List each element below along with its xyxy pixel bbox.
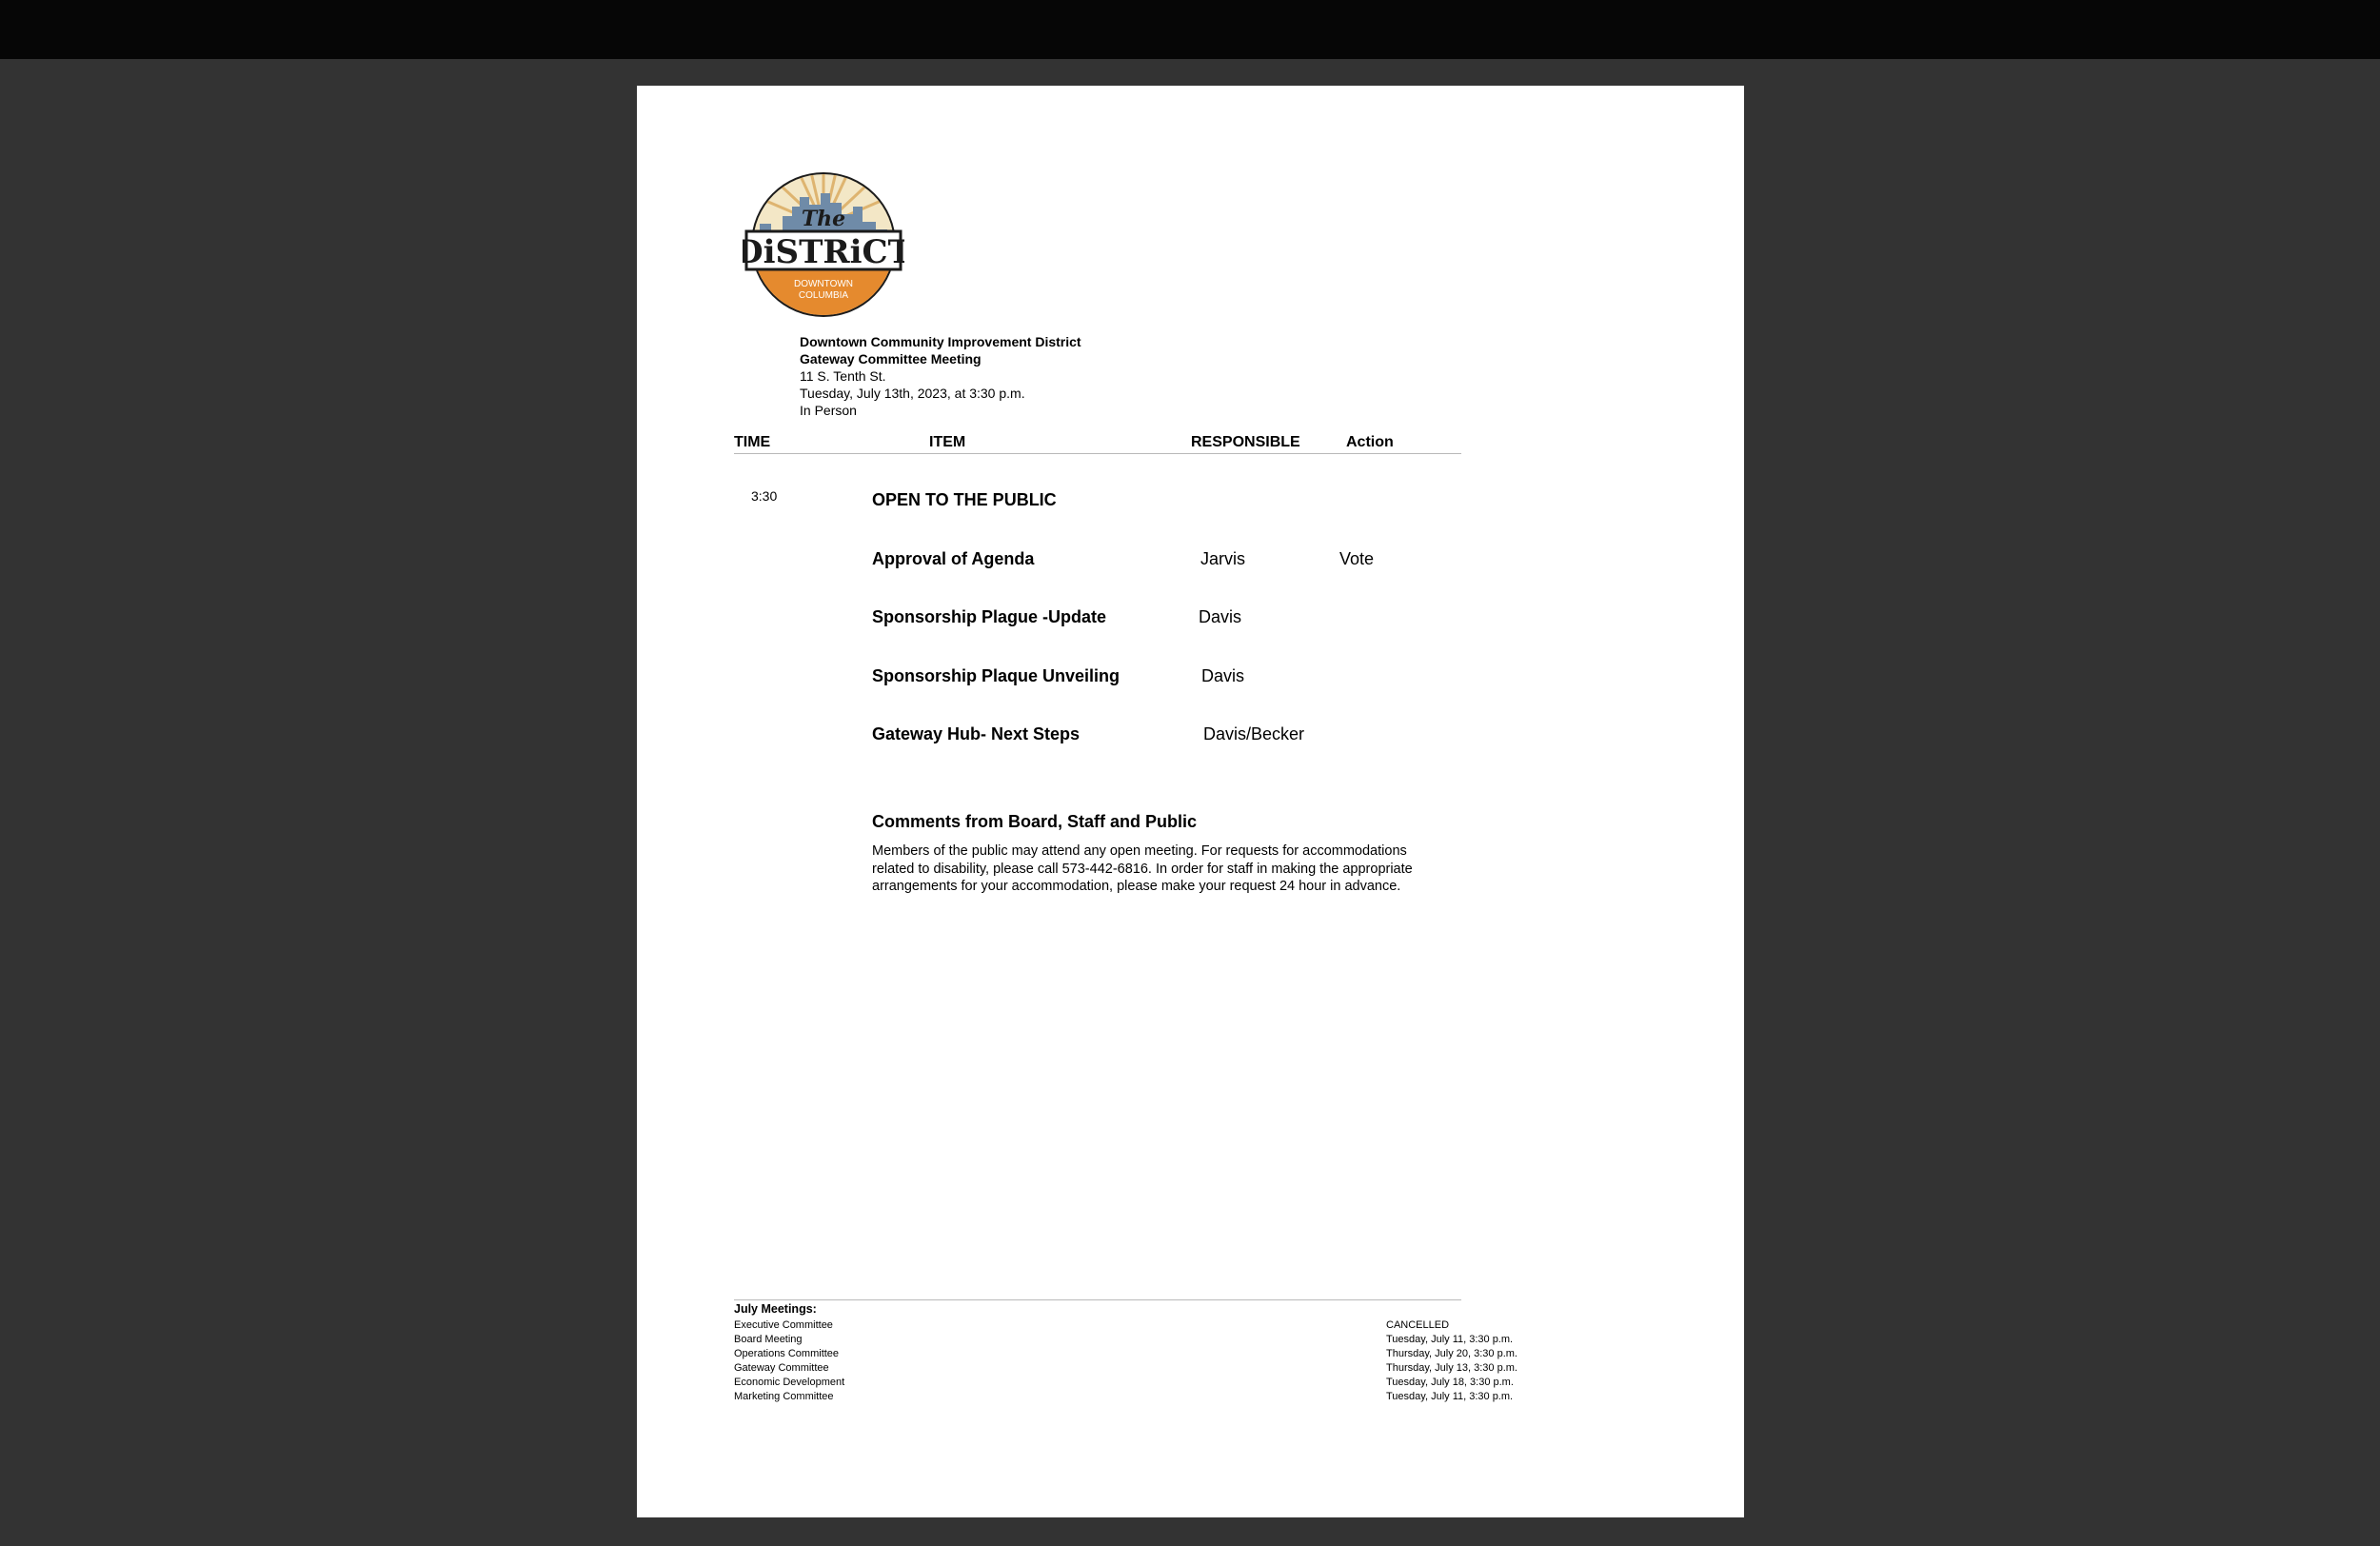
agenda-responsible: Davis [1199, 607, 1242, 626]
footer-meeting-when: CANCELLED [1386, 1319, 1450, 1331]
document-page [637, 86, 1744, 1517]
org-name: Downtown Community Improvement District [800, 334, 1081, 349]
footer-title: July Meetings: [734, 1302, 817, 1316]
column-header-item: ITEM [929, 434, 966, 450]
footer-meeting-name: Executive Committee [734, 1319, 833, 1331]
footer-meeting-when: Thursday, July 20, 3:30 p.m. [1386, 1348, 1517, 1359]
footer-meeting-when: Tuesday, July 18, 3:30 p.m. [1386, 1377, 1514, 1388]
footer-meeting-name: Operations Committee [734, 1348, 840, 1359]
agenda-action: Vote [1339, 549, 1375, 568]
agenda-item: Sponsorship Plague -Update [872, 607, 1107, 626]
agenda-item: OPEN TO THE PUBLIC [872, 490, 1057, 509]
meeting-address: 11 S. Tenth St. [800, 368, 886, 384]
agenda-item: Sponsorship Plaque Unveiling [872, 666, 1121, 685]
column-header-action: Action [1346, 434, 1394, 450]
logo-word-district: DiSTRiCT [743, 233, 904, 271]
footer-meeting-name: Gateway Committee [734, 1362, 829, 1374]
meeting-name: Gateway Committee Meeting [800, 351, 982, 367]
footer-meeting-name: Board Meeting [734, 1334, 803, 1345]
meeting-location: In Person [800, 403, 857, 418]
meeting-datetime: Tuesday, July 13th, 2023, at 3:30 p.m. [800, 386, 1025, 401]
agenda-responsible: Davis [1201, 666, 1245, 685]
footer-meeting-when: Thursday, July 13, 3:30 p.m. [1386, 1362, 1517, 1374]
accommodation-notice: Members of the public may attend any open meeting. For requests for accommodations related to disability, please call 573-442-6816. In order for staff in making the appropriate arrangements for your accommodation, please make your request 24 hour in advance. [872, 843, 1413, 894]
column-header-responsible: RESPONSIBLE [1191, 434, 1300, 450]
column-header-time: TIME [734, 434, 771, 450]
footer-meeting-name: Marketing Committee [734, 1391, 834, 1402]
agenda-responsible: Jarvis [1200, 549, 1246, 568]
viewer-top-bar [0, 0, 2380, 59]
header-divider [734, 453, 1461, 454]
logo-tagline-1: DOWNTOWN [793, 279, 854, 289]
footer-meeting-when: Tuesday, July 11, 3:30 p.m. [1386, 1334, 1514, 1345]
agenda-time: 3:30 [751, 488, 778, 504]
comments-title: Comments from Board, Staff and Public [872, 812, 1198, 831]
district-logo [743, 168, 904, 321]
agenda-responsible: Davis/Becker [1203, 724, 1305, 743]
agenda-item: Approval of Agenda [872, 549, 1035, 568]
agenda-item: Gateway Hub- Next Steps [872, 724, 1081, 743]
logo-word-the: The [801, 207, 846, 231]
footer-divider [734, 1299, 1461, 1300]
logo-tagline-2: COLUMBIA [798, 290, 849, 301]
footer-meeting-when: Tuesday, July 11, 3:30 p.m. [1386, 1391, 1514, 1402]
footer-meeting-name: Economic Development [734, 1377, 845, 1388]
